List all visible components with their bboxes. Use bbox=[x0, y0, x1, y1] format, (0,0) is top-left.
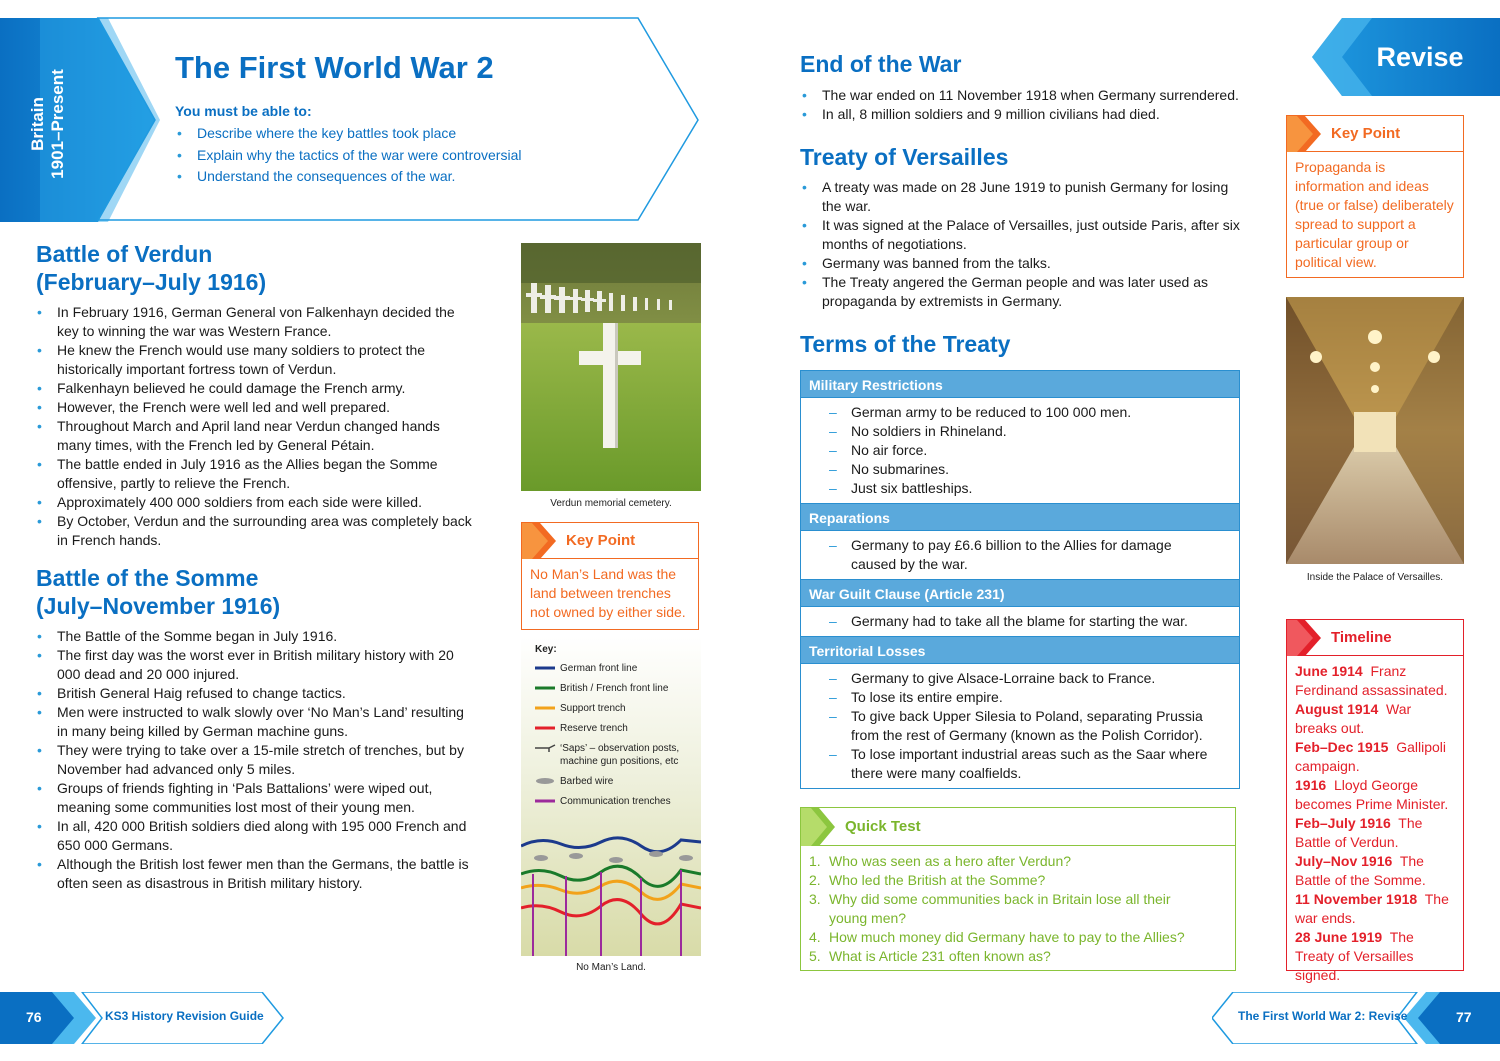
somme-bullet: • Although the British lost fewer men than the Germans, the battle is often seen as disastrous in British military history. bbox=[35, 855, 475, 893]
key-point-right-text: Propaganda is information and ideas (true or false) deliberately spread to support a particular group or political view. bbox=[1295, 159, 1454, 270]
key-point-right bbox=[1286, 115, 1464, 278]
legend-support-trench: Support trench bbox=[560, 703, 626, 714]
quick-test-question: 2. Who led the British at the Somme? bbox=[809, 872, 1046, 888]
quick-test bbox=[800, 807, 1236, 971]
verdun-bullet: • The battle ended in July 1916 as the Allies began the Somme offensive, partly to relieve the French. bbox=[35, 455, 475, 493]
verdun-heading-line2: (February–July 1916) bbox=[36, 269, 267, 295]
legend-british-front: British / French front line bbox=[560, 683, 669, 694]
verdun-bullet: • He knew the French would use many soldiers to protect the historically important fortress town of Verdun. bbox=[35, 341, 475, 379]
objective-item: • Describe where the key battles took place bbox=[175, 123, 595, 145]
timeline-entry: 1916 Lloyd George becomes Prime Minister. bbox=[1295, 777, 1449, 812]
quick-test-question: 4. How much money did Germany have to pay to the Allies? bbox=[809, 929, 1185, 945]
terms-section-items bbox=[801, 607, 1239, 636]
page-title: The First World War 2 bbox=[175, 50, 494, 85]
terms-section-items bbox=[801, 398, 1239, 503]
terms-item: – Germany to give Alsace-Lorraine back to France. bbox=[801, 669, 1225, 688]
somme-bullet: • In all, 420 000 British soldiers died along with 195 000 French and 650 000 Germans. bbox=[35, 817, 475, 855]
terms-item: – No air force. bbox=[801, 441, 1239, 460]
timeline-entry: 11 November 1918 The war ends. bbox=[1295, 891, 1449, 926]
versailles-bullets bbox=[800, 178, 1240, 311]
versailles-bullet: • Germany was banned from the talks. bbox=[800, 254, 1240, 273]
footer-right-page-number: 77 bbox=[1456, 1009, 1472, 1025]
must-label: You must be able to: bbox=[175, 103, 312, 119]
versailles-bullet: • The Treaty angered the German people and was later used as propaganda by extremists in Germany. bbox=[800, 273, 1240, 311]
timeline-entry: August 1914 War breaks out. bbox=[1295, 701, 1412, 736]
verdun-bullet: • However, the French were well led and well prepared. bbox=[35, 398, 475, 417]
header-banner bbox=[0, 0, 700, 225]
versailles-photo-caption: Inside the Palace of Versailles. bbox=[1306, 572, 1444, 583]
legend-saps: ‘Saps’ – observation posts, bbox=[560, 743, 680, 754]
quick-test-question: 3. Why did some communities back in Britain lose all their young men? bbox=[809, 891, 1171, 926]
footer-left-title: KS3 History Revision Guide bbox=[105, 1009, 264, 1023]
key-point-left-text: No Man’s Land was the land between trenches not owned by either side. bbox=[530, 566, 686, 620]
revise-tab: Revise bbox=[1376, 42, 1464, 72]
timeline-entry: 28 June 1919 The Treaty of Versailles signed. bbox=[1295, 929, 1414, 983]
verdun-bullet: • Throughout March and April land near Verdun changed hands many times, with the French led by General Pétain. bbox=[35, 417, 475, 455]
terms-section-items bbox=[801, 664, 1239, 788]
timeline bbox=[1286, 619, 1464, 983]
quick-test-question: 1. Who was seen as a hero after Verdun? bbox=[809, 853, 1072, 869]
side-tab-line1: Britain bbox=[28, 97, 47, 151]
terms-section-title: War Guilt Clause (Article 231) bbox=[801, 579, 1239, 607]
timeline-entries bbox=[1287, 656, 1463, 991]
end-of-war-bullet: • In all, 8 million soldiers and 9 million civilians had died. bbox=[800, 105, 1270, 124]
timeline-entry: June 1914 Franz Ferdinand assassinated. bbox=[1295, 663, 1448, 698]
verdun-bullet: • In February 1916, German General von Falkenhayn decided the key to winning the war was Western France. bbox=[35, 303, 475, 341]
end-of-war-bullet: • The war ended on 11 November 1918 when Germany surrendered. bbox=[800, 86, 1270, 105]
terms-section-title: Reparations bbox=[801, 503, 1239, 531]
legend-saps-line2: machine gun positions, etc bbox=[560, 756, 679, 767]
somme-heading bbox=[36, 564, 280, 620]
somme-bullet: • The first day was the worst ever in British military history with 20 000 dead and 20 000 injured. bbox=[35, 646, 475, 684]
side-tab-line2: 1901–Present bbox=[48, 69, 67, 179]
somme-bullets bbox=[35, 627, 475, 893]
footer-right-title: The First World War 2: Revise bbox=[1238, 1009, 1408, 1023]
verdun-bullets bbox=[35, 303, 475, 550]
terms-section-items bbox=[801, 531, 1239, 579]
trench-map-caption: No Man’s Land. bbox=[576, 962, 646, 973]
objective-item: • Understand the consequences of the war. bbox=[175, 166, 595, 188]
versailles-bullet: • A treaty was made on 28 June 1919 to punish Germany for losing the war. bbox=[800, 178, 1240, 216]
terms-item: – To lose important industrial areas such as the Saar where there were many coalfields. bbox=[801, 745, 1225, 783]
timeline-entry: Feb–Dec 1915 Gallipoli campaign. bbox=[1295, 739, 1446, 774]
terms-table bbox=[800, 370, 1240, 789]
key-point-chevron-icon bbox=[1287, 116, 1327, 152]
trench-map-key-label: Key: bbox=[535, 644, 557, 655]
somme-bullet: • Groups of friends fighting in ‘Pals Battalions’ were wiped out, meaning some communities lost most of their young men. bbox=[35, 779, 475, 817]
legend-reserve-trench: Reserve trench bbox=[560, 723, 628, 734]
somme-bullet: • Men were instructed to walk slowly over ‘No Man’s Land’ resulting in many being killed by German machine guns. bbox=[35, 703, 475, 741]
side-tab bbox=[10, 38, 86, 198]
trench-map bbox=[521, 636, 701, 956]
terms-item: – Germany to pay £6.6 billion to the Allies for damage caused by the war. bbox=[801, 536, 1219, 574]
verdun-bullet: • By October, Verdun and the surrounding area was completely back in French hands. bbox=[35, 512, 475, 550]
quick-test-title: Quick Test bbox=[845, 818, 921, 835]
footer-left-page-number: 76 bbox=[26, 1009, 42, 1025]
timeline-chevron-icon bbox=[1287, 620, 1327, 656]
somme-bullet: • The Battle of the Somme began in July 1916. bbox=[35, 627, 475, 646]
terms-heading: Terms of the Treaty bbox=[800, 331, 1011, 357]
verdun-bullet: • Falkenhayn believed he could damage the French army. bbox=[35, 379, 475, 398]
versailles-bullet: • It was signed at the Palace of Versailles, just outside Paris, after six months of negotiations. bbox=[800, 216, 1240, 254]
terms-item: – To give back Upper Silesia to Poland, separating Prussia from the rest of Germany (known as the Polish Corridor). bbox=[801, 707, 1225, 745]
legend-barbed-wire: Barbed wire bbox=[560, 776, 614, 787]
somme-bullet: • They were trying to take over a 15-mile stretch of trenches, but by November had advanced only 5 miles. bbox=[35, 741, 475, 779]
key-point-left bbox=[521, 522, 699, 630]
terms-item: – To lose its entire empire. bbox=[801, 688, 1225, 707]
trench-legend-swatches bbox=[535, 663, 557, 803]
terms-item: – No soldiers in Rhineland. bbox=[801, 422, 1239, 441]
objectives-list bbox=[175, 123, 595, 188]
key-point-right-title: Key Point bbox=[1331, 125, 1401, 142]
quick-test-questions bbox=[801, 846, 1235, 972]
legend-communication: Communication trenches bbox=[560, 796, 671, 807]
legend-german-front: German front line bbox=[560, 663, 638, 674]
terms-item: – German army to be reduced to 100 000 men. bbox=[801, 403, 1239, 422]
versailles-hall-photo bbox=[1286, 297, 1464, 564]
quick-test-question: 5. What is Article 231 often known as? bbox=[809, 948, 1051, 964]
quick-test-chevron-icon bbox=[801, 808, 841, 846]
terms-section-title: Military Restrictions bbox=[801, 370, 1239, 398]
verdun-bullet: • Approximately 400 000 soldiers from each side were killed. bbox=[35, 493, 475, 512]
verdun-heading bbox=[36, 240, 266, 296]
verdun-photo-caption: Verdun memorial cemetery. bbox=[550, 498, 672, 509]
timeline-title: Timeline bbox=[1331, 629, 1392, 646]
somme-heading-line1: Battle of the Somme bbox=[36, 565, 259, 591]
terms-item: – No submarines. bbox=[801, 460, 1239, 479]
timeline-entry: July–Nov 1916 The Battle of the Somme. bbox=[1295, 853, 1426, 888]
terms-item: – Just six battleships. bbox=[801, 479, 1239, 498]
somme-heading-line2: (July–November 1916) bbox=[36, 593, 281, 619]
key-point-left-title: Key Point bbox=[566, 532, 636, 549]
verdun-heading-line1: Battle of Verdun bbox=[36, 241, 213, 267]
key-point-chevron-icon bbox=[522, 523, 562, 559]
objective-item: • Explain why the tactics of the war were controversial bbox=[175, 145, 595, 167]
timeline-entry: Feb–July 1916 The Battle of Verdun. bbox=[1295, 815, 1423, 850]
end-of-war-heading: End of the War bbox=[800, 51, 962, 77]
terms-item: – Germany had to take all the blame for starting the war. bbox=[801, 612, 1239, 631]
end-of-war-bullets bbox=[800, 86, 1270, 124]
verdun-cemetery-photo bbox=[521, 243, 701, 491]
terms-section-title: Territorial Losses bbox=[801, 636, 1239, 664]
versailles-heading: Treaty of Versailles bbox=[800, 144, 1009, 170]
somme-bullet: • British General Haig refused to change tactics. bbox=[35, 684, 475, 703]
